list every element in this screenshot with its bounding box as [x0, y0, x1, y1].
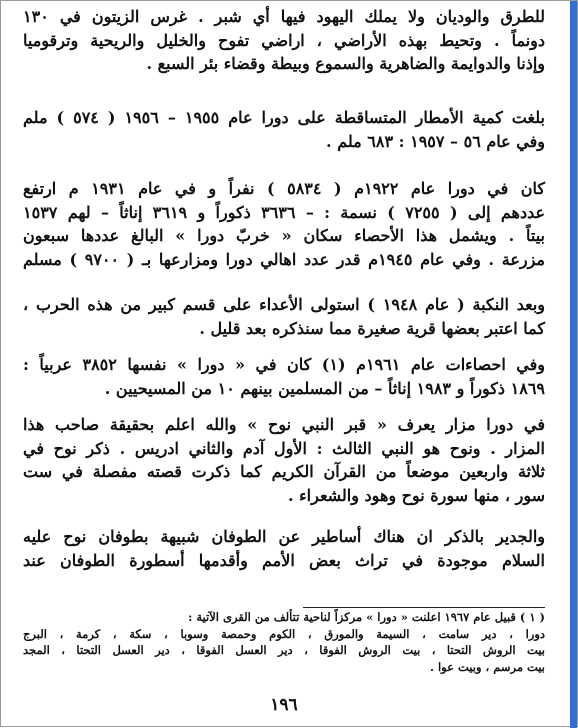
footnote-line: ( ١ ) قبيل عام ١٩٦٧ اعلنت « دورا » مركزاً لناحية تتألف من القرى الآتية :: [188, 610, 545, 624]
text-line: وفي احصاءات عام ١٩٦١م (١) كان في « دورا » نفسها ٣٨٥٢ عربياً :: [23, 355, 546, 374]
text-line: وبعد النكبة ( عام ١٩٤٨ ) استولى الأعداء على قسم كبير من هذه الحرب ،: [23, 295, 546, 314]
footnote-line: بيت مرسم ، وبيت عوا .: [429, 659, 545, 674]
text-line: وفي عام ٥٦ – ١٩٥٧ : ٦٨٣ ملم .: [326, 131, 545, 151]
text-line: المزار . ونوح هو النبي الثالث : الأول آدم والثاني ادريس . ذكر نوح في: [23, 438, 545, 458]
text-line: كما اعتبر بعضها قرية صغيرة مما سنذكره بعد قليل .: [199, 318, 545, 338]
text-line: مزرعة . وفي عام ١٩٤٥م قدر عدد اهالي دورا ومزارعها بـ ( ٩٧٠٠ ) مسلم: [23, 249, 546, 269]
text-line: كان في دورا عام ١٩٢٢م ( ٥٨٣٤ ) نفراً و في عام ١٩٣١ م ارتفع: [23, 179, 546, 198]
paragraph-2: [23, 106, 545, 153]
paragraph-1: [23, 5, 545, 76]
text-line: ثلاثة واربعين موضعاً من القرآن الكريم كما ذكرت قصته مفصلة في ست: [23, 462, 545, 482]
text-line: للطرق والوديان ولا يملك اليهود فيها أي شبر . غرس الزيتون في ١٣٠: [23, 7, 545, 26]
text-line: دونماً . وتحيط بهذه الأراضي ، اراضي تفوح والخليل والريحية وترقوميا: [23, 30, 545, 50]
text-line: في دورا مزار يعرف « قبر النبي نوح » والله اعلم بحقيقة صاحب هذا: [23, 415, 545, 434]
paragraph-6: [23, 413, 545, 507]
text-line: وإذنا والدوايمة والضاهرية والسموع وبيطة وقضاء بئر السبع .: [146, 54, 545, 74]
paragraph-7: [23, 525, 545, 572]
paragraph-5: [23, 353, 545, 400]
text-line: سور ، منها سورة نوح وهود والشعراء .: [288, 485, 545, 505]
viewer-edge-bar: [570, 1, 577, 728]
paragraph-3: [23, 177, 545, 271]
page-number: ١٩٦: [270, 695, 298, 715]
footnote-line: دورا ، دير سامت ، السيمة والمورق ، الكوم وحمصة وسوبا ، سكة ، كرمة ، البرج: [23, 626, 545, 641]
text-line: بلغت كمية الأمطار المتساقطة على دورا عام ١٩٥٥ – ١٩٥٦ ( ٥٧٤ ) ملم: [23, 108, 545, 127]
footnote: [23, 609, 545, 675]
text-line: السلام موجودة في تراث بعض الأمم وأقدمها أسطورة الطوفان عند: [23, 550, 545, 570]
footnote-separator: [303, 607, 545, 608]
footnote-line: بيت الروش التحتا ، بيت الروش الفوقا ، دير العسل الفوقا ، دير العسل التحتا ، المجد: [23, 643, 545, 658]
text-line: عددهم إلى ( ٧٢٥٥ ) نسمة : – ٣٦٣٦ ذكوراً و ٣٦١٩ إناثاً – لهم ١٥٣٧: [23, 202, 546, 222]
text-line: ١٨٦٩ ذكوراً و ١٩٨٣ إناثاً – من المسلمين بينهم ١٠ من المسيحيين .: [104, 378, 545, 398]
paragraph-4: [23, 293, 545, 340]
text-line: والجدير بالذكر ان هناك أساطير عن الطوفان شبيهة بطوفان نوح عليه: [23, 527, 545, 546]
book-page: [23, 5, 545, 723]
text-line: بيتاً . ويشمل هذا الأحصاء سكان « خربّ دورا » البالغ عددها سبعون: [23, 226, 545, 246]
